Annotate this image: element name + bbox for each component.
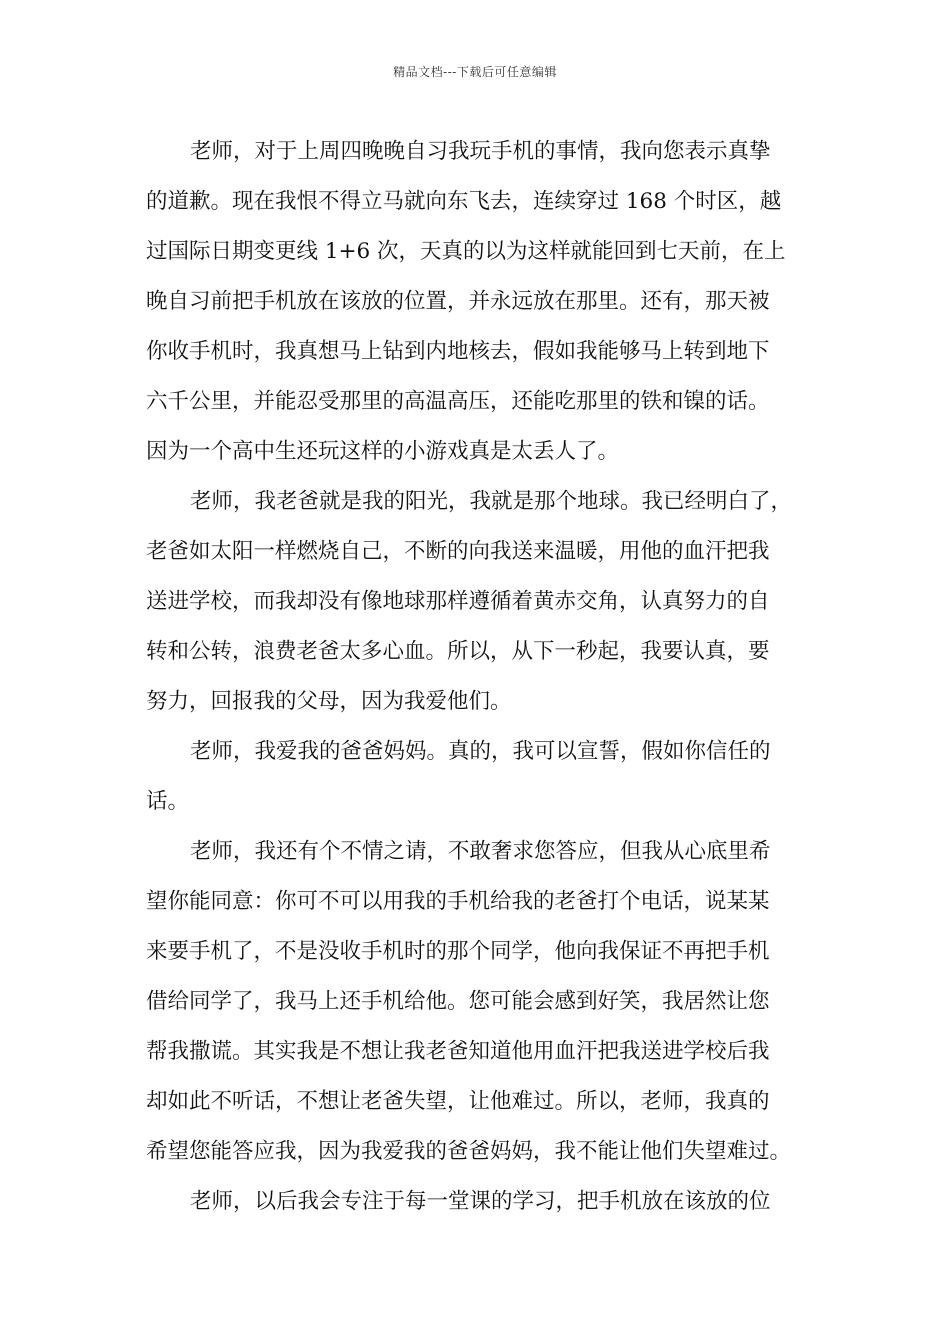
paragraph-line: 却如此不听话，不想让老爸失望，让他难过。所以，老师，我真的: [146, 1089, 770, 1114]
paragraph-line: 六千公里，并能忍受那里的高温高压，还能吃那里的铁和镍的话。: [146, 389, 770, 414]
paragraph-line: 老师，我还有个不情之请，不敢奢求您答应，但我从心底里希: [190, 839, 771, 864]
paragraph-line: 望你能同意：你可不可以用我的手机给我的老爸打个电话，说某某: [146, 889, 770, 914]
paragraph-line: 借给同学了，我马上还手机给他。您可能会感到好笑，我居然让您: [146, 989, 770, 1014]
paragraph-line: 帮我撒谎。其实我是不想让我老爸知道他用血汗把我送进学校后我: [146, 1039, 770, 1064]
paragraph-line: 老师，对于上周四晚晚自习我玩手机的事情，我向您表示真挚: [190, 139, 771, 164]
paragraph-line: 希望您能答应我，因为我爱我的爸爸妈妈，我不能让他们失望难过。: [146, 1139, 792, 1164]
paragraph-line: 晚自习前把手机放在该放的位置，并永远放在那里。还有，那天被: [146, 289, 770, 314]
paragraph-line: 你收手机时，我真想马上钻到内地核去，假如我能够马上转到地下: [146, 339, 770, 364]
paragraph-line: 老师，以后我会专注于每一堂课的学习，把手机放在该放的位: [190, 1189, 771, 1214]
paragraph-line: 老师，我老爸就是我的阳光，我就是那个地球。我已经明白了，: [190, 489, 793, 514]
document-body: [146, 127, 826, 1227]
paragraph-line: 送进学校，而我却没有像地球那样遵循着黄赤交角，认真努力的自: [146, 589, 770, 614]
paragraph-line: 话。: [146, 789, 190, 814]
paragraph-line: 的道歉。现在我恨不得立马就向东飞去，连续穿过 168 个时区，越: [146, 189, 782, 214]
paragraph-line: 老爸如太阳一样燃烧自己，不断的向我送来温暖，用他的血汗把我: [146, 539, 770, 564]
paragraph-line: 转和公转，浪费老爸太多心血。所以，从下一秒起，我要认真，要: [146, 639, 770, 664]
paragraph-line: 来要手机了，不是没收手机时的那个同学，他向我保证不再把手机: [146, 939, 770, 964]
paragraph-line: 努力，回报我的父母，因为我爱他们。: [146, 689, 512, 714]
paragraph-line: 过国际日期变更线 1+6 次，天真的以为这样就能回到七天前，在上: [146, 239, 786, 264]
paragraph-line: 因为一个高中生还玩这样的小游戏真是太丢人了。: [146, 439, 620, 464]
paragraph-line: 老师，我爱我的爸爸妈妈。真的，我可以宣誓，假如你信任的: [190, 739, 771, 764]
page-header: 精品文档---下载后可任意编辑: [393, 65, 557, 79]
